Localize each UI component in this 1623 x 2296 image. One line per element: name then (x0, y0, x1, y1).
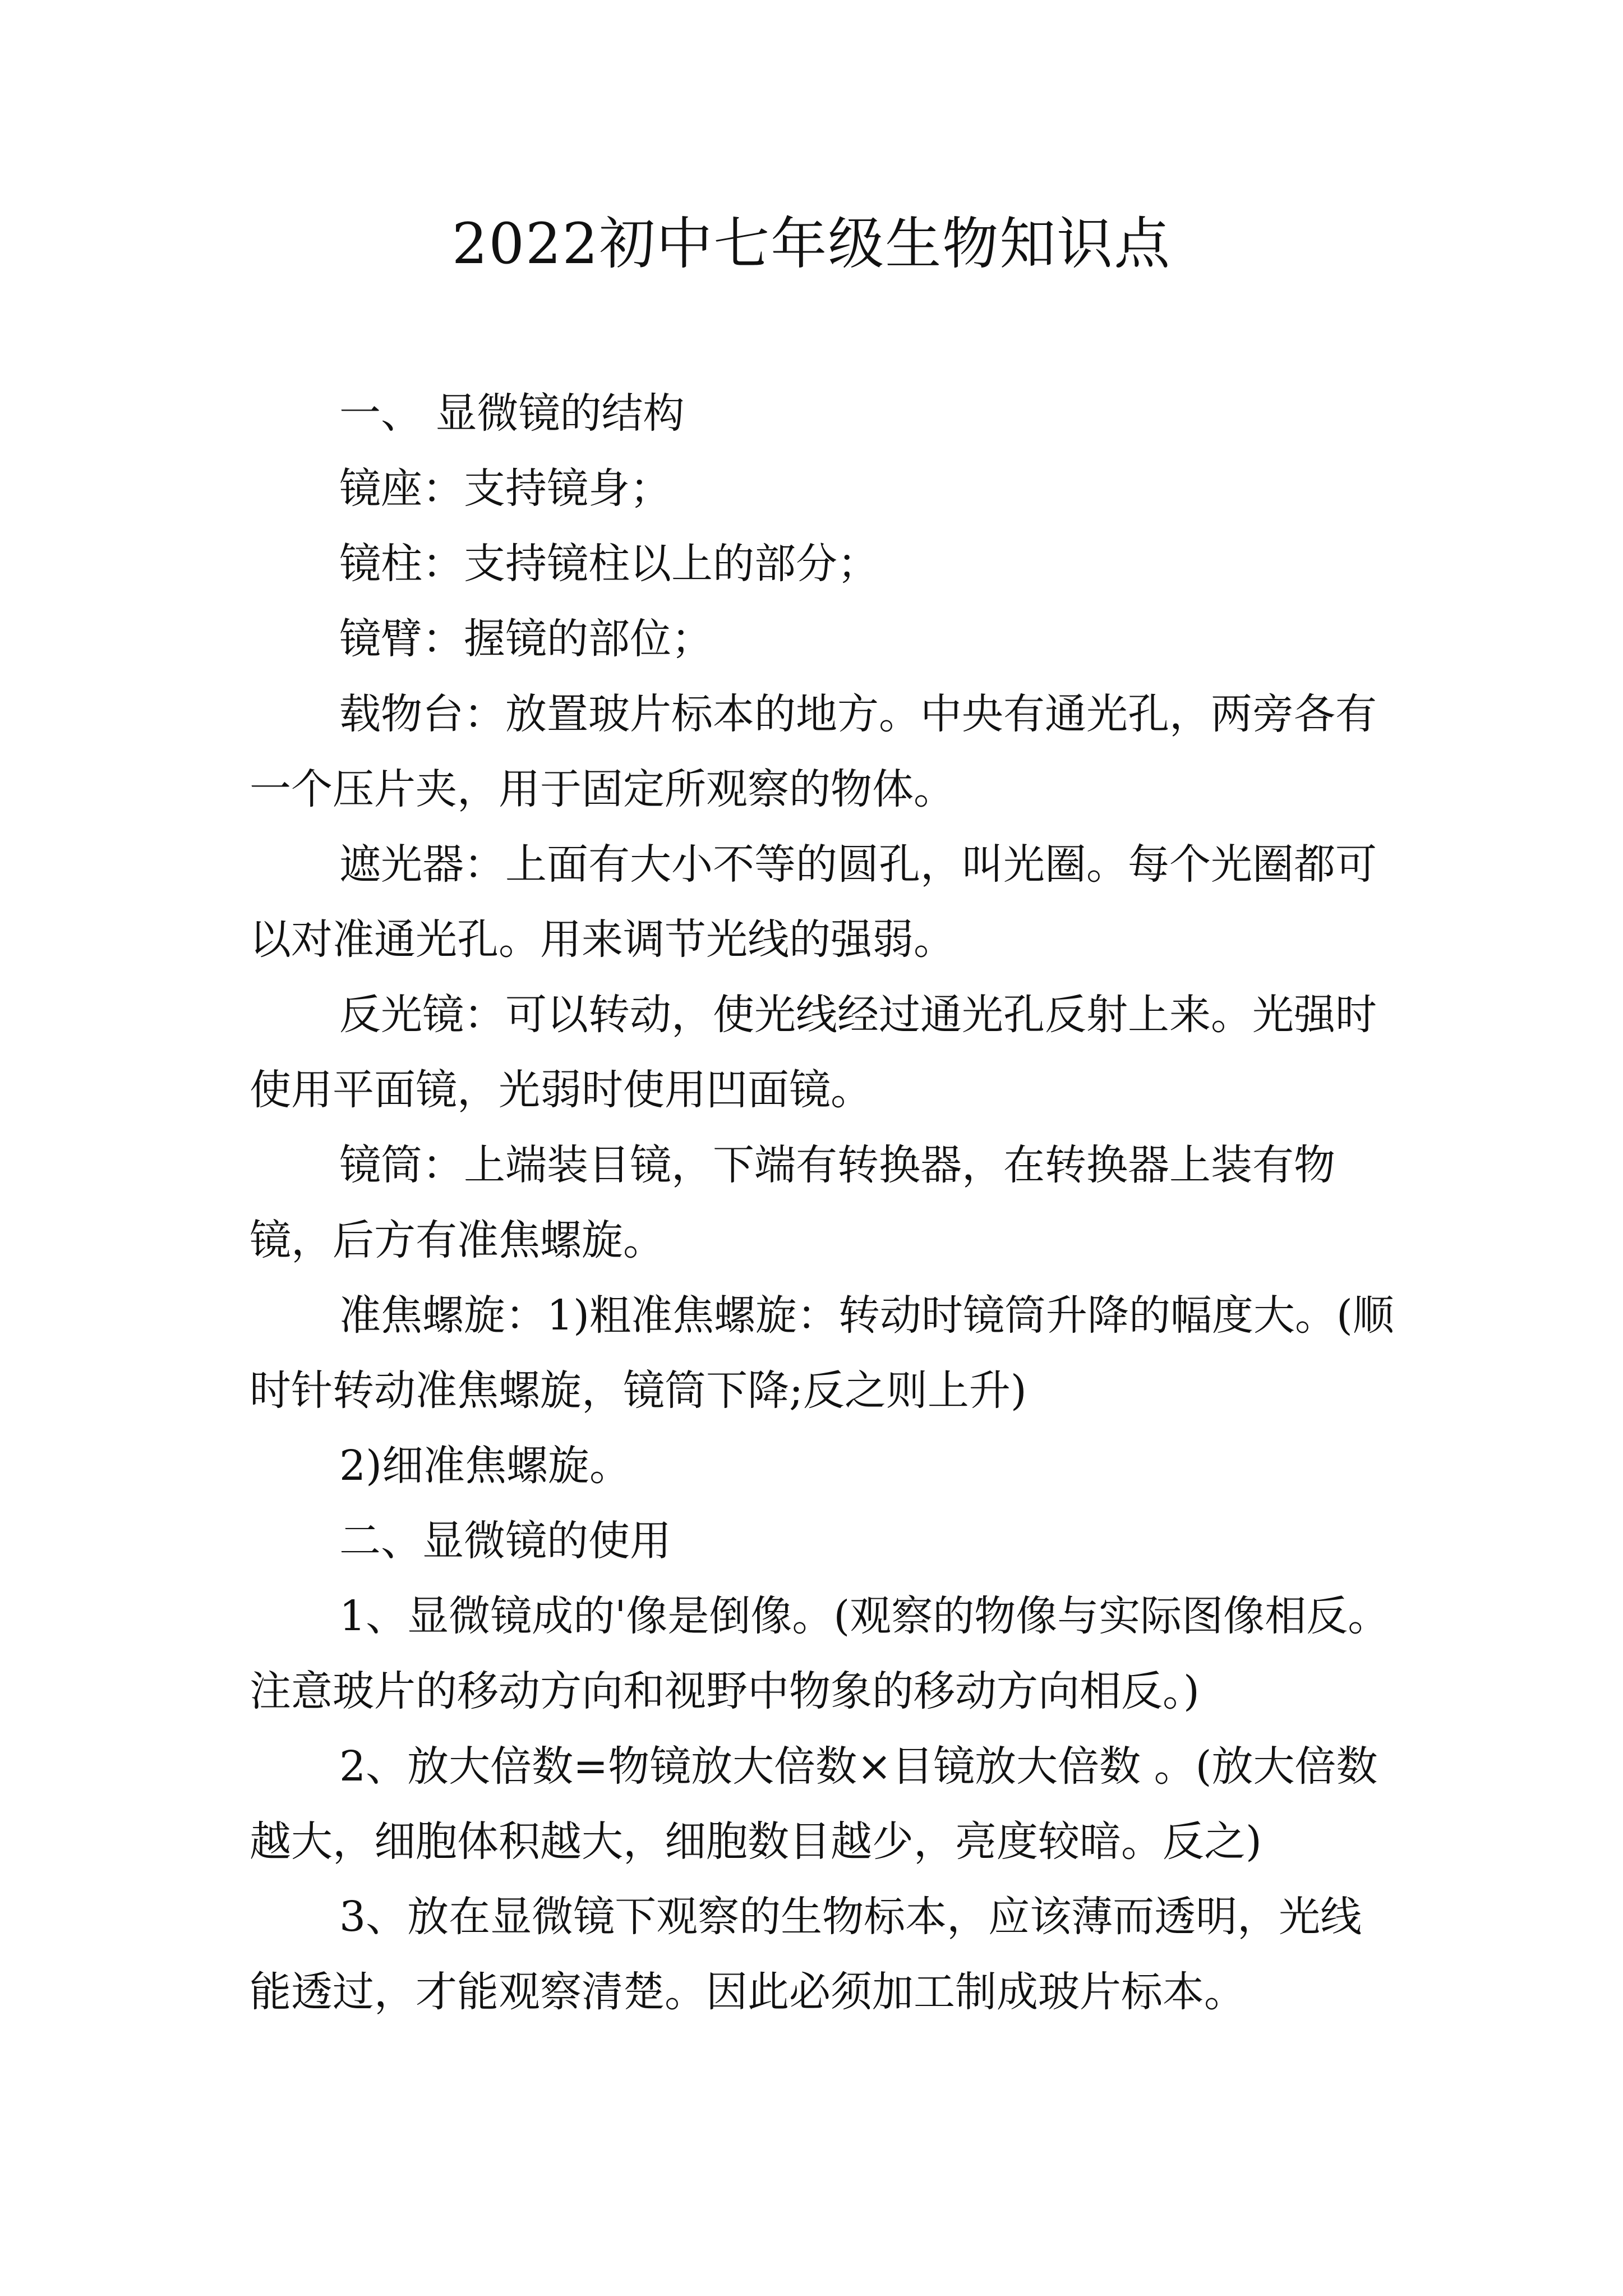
document-title: 2022初中七年级生物知识点 (451, 211, 1172, 277)
paragraph-stage: 载物台：放置玻片标本的地方。中央有通光孔，两旁各有一个压片夹，用于固定所观察的物体。 (250, 690, 1377, 813)
paragraph-usage-1: 1、显微镜成的'像是倒像。(观察的物像与实际图像相反。注意玻片的移动方向和视野中物象的移动方向相反。) (250, 1592, 1390, 1715)
paragraph-mirror: 反光镜：可以转动，使光线经过通光孔反射上来。光强时使用平面镜，光弱时使用凹面镜。 (250, 991, 1377, 1114)
section-heading-structure: 一、 显微镜的结构 (339, 389, 685, 438)
document-body (250, 376, 1399, 2030)
paragraph-focus-knob: 准焦螺旋：1)粗准焦螺旋：转动时镜筒升降的幅度大。(顺时针转动准焦螺旋，镜筒下降;反之则上升) (250, 1291, 1394, 1415)
paragraph-usage-3: 3、放在显微镜下观察的生物标本，应该薄而透明，光线能透过，才能观察清楚。因此必须加工制成玻片标本。 (250, 1893, 1362, 2016)
paragraph-base: 镜座：支持镜身； (339, 464, 671, 513)
section-heading-usage: 二、显微镜的使用 (339, 1517, 671, 1565)
paragraph-pillar: 镜柱：支持镜柱以上的部分； (339, 540, 879, 588)
paragraph-usage-2: 2、放大倍数=物镜放大倍数×目镜放大倍数 。(放大倍数越大，细胞体积越大，细胞数目越少，亮度较暗。反之) (250, 1742, 1378, 1866)
paragraph-tube: 镜筒：上端装目镜，下端有转换器，在转换器上装有物镜，后方有准焦螺旋。 (250, 1141, 1335, 1264)
paragraph-arm: 镜臂：握镜的部位； (339, 615, 713, 663)
paragraph-fine-focus: 2)细准焦螺旋。 (339, 1442, 631, 1490)
paragraph-diaphragm: 遮光器：上面有大小不等的圆孔，叫光圈。每个光圈都可以对准通光孔。用来调节光线的强弱。 (250, 840, 1377, 964)
